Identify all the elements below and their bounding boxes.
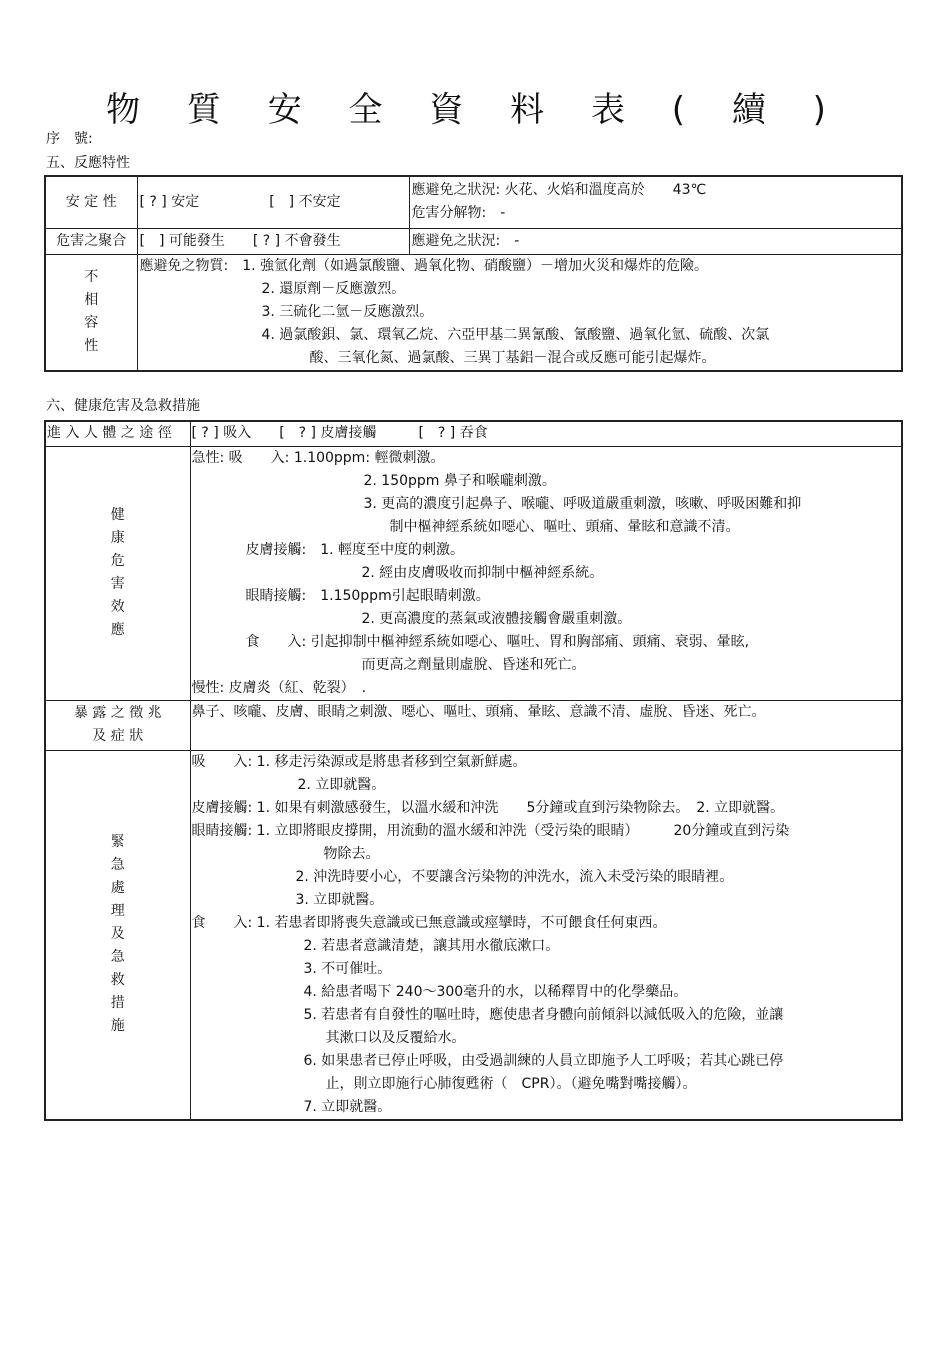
first-aid-line: 吸 入: 1. 移走污染源或是將患者移到空氣新鮮處。 <box>191 753 527 770</box>
first-aid-line: 眼睛接觸: 1. 立即將眼皮撐開，用流動的溫水緩和沖洗（受污染的眼睛） 20分鐘或直到污染 <box>191 822 790 839</box>
section6-heading: 六、健康危害及急救措施 <box>46 398 200 414</box>
health-line: 而更高之劑量則虛脫、昏迷和死亡。 <box>361 656 586 673</box>
health-line: 皮膚接觸: 1. 輕度至中度的刺激。 <box>245 541 465 558</box>
incompatibility-label: 不 相 容 性 <box>45 254 137 371</box>
first-aid-line: 2. 若患者意識清楚，讓其用水徹底漱口。 <box>303 937 560 954</box>
first-aid-line: 止，則立即施行心肺復甦術（ CPR）。（避免嘴對嘴接觸）。 <box>325 1075 697 1092</box>
first-aid-line: 3. 不可催吐。 <box>303 960 392 977</box>
incompatibility-content <box>137 254 902 371</box>
first-aid-line: 2. 立即就醫。 <box>297 776 386 793</box>
health-effects-label: 健 康 危 害 效 應 <box>45 446 190 700</box>
reactivity-table <box>44 175 903 372</box>
symptoms-content: 鼻子、咳嚨、皮膚、眼睛之刺激、噁心、嘔吐、頭痛、暈眩、意識不清、虛脫、昏迷、死亡。 <box>190 700 902 750</box>
health-line: 2. 150ppm 鼻子和喉嚨刺激。 <box>363 472 556 489</box>
first-aid-content <box>190 750 902 1120</box>
polymerization-options: [ ] 可能發生 [ ? ] 不會發生 <box>137 228 409 254</box>
first-aid-line: 4. 給患者喝下 240～300毫升的水，以稀釋胃中的化學藥品。 <box>303 983 688 1000</box>
incompat-line: 應避免之物質: 1. 強氫化劑（如過氯酸鹽、過氧化物、硝酸鹽）－增加火災和爆炸的危險。 <box>139 257 709 274</box>
health-line: 慢性: 皮膚炎（紅、乾裂） . <box>191 679 367 696</box>
symptoms-label: 暴 露 之 徵 兆 及 症 狀 <box>45 700 190 750</box>
first-aid-line: 7. 立即就醫。 <box>303 1098 392 1115</box>
route-label: 進 入 人 體 之 途 徑 <box>45 421 190 446</box>
polymerization-label: 危害之聚合 <box>45 228 137 254</box>
health-line: 2. 經由皮膚吸收而抑制中樞神經系統。 <box>361 564 604 581</box>
health-line: 眼睛接觸: 1.150ppm引起眼睛刺激。 <box>245 587 490 604</box>
health-line: 急性: 吸 入: 1.100ppm: 輕微刺激。 <box>191 449 445 466</box>
stability-label: 安 定 性 <box>45 176 137 228</box>
first-aid-line: 皮膚接觸: 1. 如果有刺激感發生，以溫水緩和沖洗 5分鐘或直到污染物除去。 2. 立即就醫。 <box>191 799 785 816</box>
first-aid-label: 緊 急 處 理 及 急 救 措 施 <box>45 750 190 1120</box>
first-aid-line: 物除去。 <box>323 845 380 862</box>
health-effects-content <box>190 446 902 700</box>
first-aid-line: 3. 立即就醫。 <box>295 891 384 908</box>
polymerization-avoid: 應避免之狀況: - <box>409 228 902 254</box>
stability-avoid: 應避免之狀況: 火花、火焰和溫度高於 43℃ <box>411 182 707 198</box>
first-aid-line: 食 入: 1. 若患者即將喪失意識或已無意識或痙攣時，不可餵食任何東西。 <box>191 914 667 931</box>
route-options: [ ? ] 吸入 [ ? ] 皮膚接觸 [ ? ] 吞食 <box>190 421 902 446</box>
first-aid-line: 5. 若患者有自發性的嘔吐時，應使患者身體向前傾斜以減低吸入的危險，並讓 <box>303 1006 784 1023</box>
first-aid-line: 6. 如果患者已停止呼吸，由受過訓練的人員立即施予人工呼吸；若其心跳已停 <box>303 1052 784 1069</box>
incompat-line: 4. 過氯酸鋇、氯、環氧乙烷、六亞甲基二異氰酸、氰酸鹽、過氧化氫、硫酸、次氯 <box>261 326 770 343</box>
stability-options: [ ? ] 安定 [ ] 不安定 <box>137 176 409 228</box>
decomposition-products: 危害分解物: - <box>411 205 506 221</box>
health-line: 食 入: 引起抑制中樞神經系統如噁心、嘔吐、胃和胸部痛、頭痛、衰弱、暈眩, <box>245 633 750 650</box>
first-aid-line: 2. 沖洗時要小心，不要讓含污染物的沖洗水，流入未受污染的眼睛裡。 <box>295 868 734 885</box>
incompat-line: 2. 還原劑－反應激烈。 <box>261 280 406 297</box>
incompat-line: 3. 三硫化二氫－反應激烈。 <box>261 303 434 320</box>
page-title: 物 質 安 全 資 料 表 ( 續 ) <box>106 90 844 130</box>
section5-heading: 五、反應特性 <box>46 155 130 171</box>
health-line: 制中樞神經系統如噁心、嘔吐、頭痛、暈眩和意識不清。 <box>389 518 740 535</box>
serial-label: 序 號: <box>46 131 93 147</box>
health-line: 3. 更高的濃度引起鼻子、喉嚨、呼吸道嚴重刺激，咳嗽、呼吸困難和抑 <box>363 495 802 512</box>
first-aid-line: 其漱口以及反覆給水。 <box>325 1029 466 1046</box>
health-table <box>44 420 903 1121</box>
incompat-line: 酸、三氧化氮、過氯酸、三異丁基鋁－混合或反應可能引起爆炸。 <box>309 349 716 366</box>
health-line: 2. 更高濃度的蒸氣或液體接觸會嚴重刺激。 <box>361 610 632 627</box>
